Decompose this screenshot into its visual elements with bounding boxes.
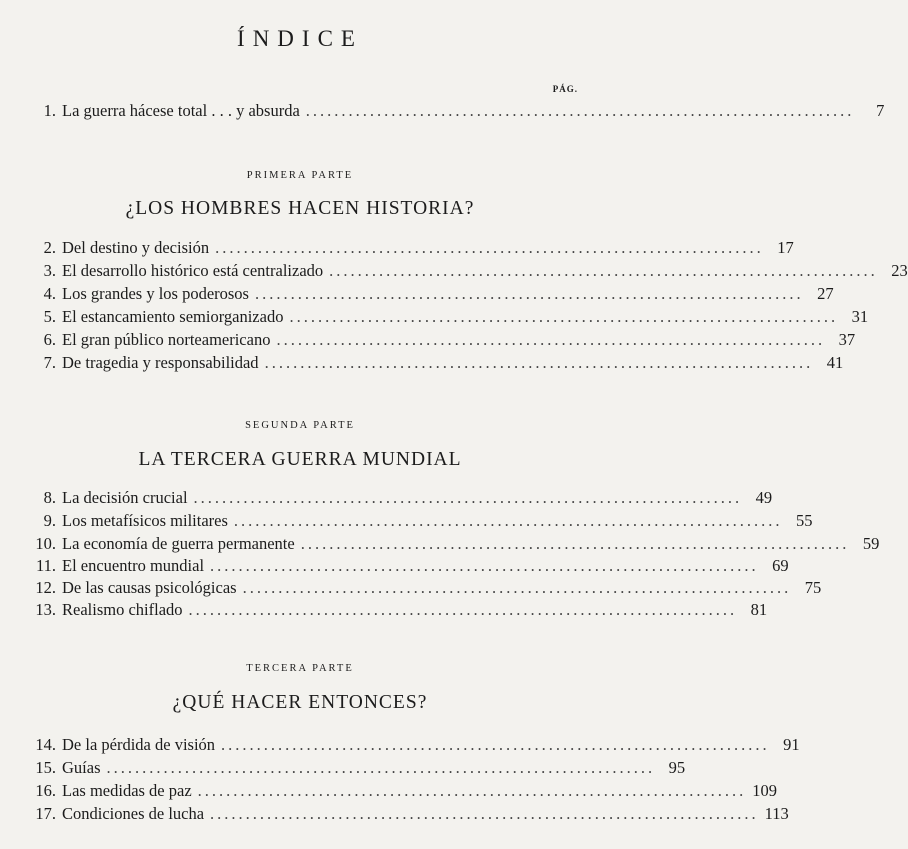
toc-entry[interactable] <box>26 556 789 578</box>
entry-page: 69 <box>772 556 789 575</box>
entry-title: De las causas psicológicas <box>62 578 237 597</box>
dot-leader: ............................................................................. <box>188 600 738 619</box>
entry-title: Del destino y decisión <box>62 238 210 257</box>
entry-page: 7 <box>876 101 885 120</box>
entry-page: 31 <box>851 307 869 326</box>
entry-number: 8. <box>43 488 56 507</box>
toc-entry[interactable] <box>26 781 778 803</box>
toc-entry[interactable] <box>26 758 686 780</box>
toc-entry[interactable] <box>26 511 813 533</box>
entry-page: 91 <box>783 735 800 754</box>
dot-leader: ............................................................................. <box>300 534 850 553</box>
part-title: LA TERCERA GUERRA MUNDIAL <box>138 449 462 470</box>
entry-title: El encuentro mundial <box>62 556 205 575</box>
toc-entry[interactable] <box>26 261 908 283</box>
page-title: ÍNDICE <box>237 26 363 51</box>
entry-number: 16. <box>35 781 56 800</box>
dot-leader: ............................................................................. <box>210 804 759 823</box>
entry-title: Los grandes y los poderosos <box>62 284 249 303</box>
dot-leader: ............................................................................. <box>215 238 764 257</box>
entry-page: 113 <box>764 804 789 823</box>
entry-page: 109 <box>752 781 778 800</box>
entry-title: El desarrollo histórico está centralizado <box>62 261 324 280</box>
entry-page: 59 <box>862 534 880 553</box>
entry-page: 81 <box>750 600 768 619</box>
entry-number: 9. <box>43 511 56 530</box>
toc-entry[interactable] <box>26 238 794 260</box>
entry-number: 1. <box>43 101 56 120</box>
entry-page: 41 <box>826 353 844 372</box>
toc-entry[interactable] <box>26 804 789 826</box>
part-title: ¿QUÉ HACER ENTONCES? <box>172 692 428 713</box>
page-column-header: PÁG. <box>552 84 578 94</box>
part-label: SEGUNDA PARTE <box>245 420 355 431</box>
dot-leader: ............................................................................. <box>197 781 747 800</box>
entry-title: Guías <box>62 758 101 777</box>
toc-entry[interactable] <box>26 534 880 556</box>
entry-title: Condiciones de lucha <box>62 804 205 823</box>
entry-page: 95 <box>668 758 686 777</box>
entry-number: 2. <box>43 238 56 257</box>
entry-page: 55 <box>796 511 813 530</box>
entry-title: El estancamiento semiorganizado <box>62 307 284 326</box>
entry-title: La guerra hácese total . . . y absurda <box>62 101 300 120</box>
toc-entry[interactable] <box>26 330 856 352</box>
entry-title: De tragedia y responsabilidad <box>62 353 259 372</box>
toc-entry[interactable] <box>26 284 834 306</box>
entry-title: Las medidas de paz <box>62 781 192 800</box>
entry-number: 6. <box>43 330 56 349</box>
toc-entry[interactable] <box>26 488 773 510</box>
toc-entry[interactable] <box>26 735 800 757</box>
toc-entry[interactable] <box>26 307 869 329</box>
entry-number: 17. <box>35 804 56 823</box>
entry-title: Realismo chiflado <box>62 600 183 619</box>
entry-page: 49 <box>755 488 773 507</box>
entry-title: La decisión crucial <box>62 488 188 507</box>
entry-page: 17 <box>777 238 794 257</box>
entry-page: 23 <box>891 261 908 280</box>
entry-number: 7. <box>43 353 56 372</box>
dot-leader: ............................................................................. <box>329 261 878 280</box>
dot-leader: ............................................................................. <box>106 758 656 777</box>
toc-entry[interactable] <box>26 578 822 600</box>
dot-leader: ............................................................................. <box>289 307 839 326</box>
entry-number: 5. <box>43 307 56 326</box>
entry-number: 3. <box>43 261 56 280</box>
entry-number: 15. <box>35 758 56 777</box>
entry-title: La economía de guerra permanente <box>62 534 295 553</box>
entry-page: 37 <box>838 330 856 349</box>
entry-title: De la pérdida de visión <box>62 735 216 754</box>
part-title: ¿LOS HOMBRES HACEN HISTORIA? <box>125 198 475 219</box>
toc-entry[interactable] <box>26 353 844 375</box>
dot-leader: ............................................................................. <box>233 511 783 530</box>
entry-page: 27 <box>817 284 834 303</box>
entry-number: 11. <box>35 556 56 575</box>
part-label: PRIMERA PARTE <box>246 170 354 181</box>
entry-number: 12. <box>35 578 56 597</box>
dot-leader: ............................................................................. <box>305 101 855 120</box>
dot-leader: ............................................................................. <box>193 488 743 507</box>
entry-number: 14. <box>35 735 56 754</box>
entry-number: 13. <box>35 600 56 619</box>
toc-entry[interactable] <box>26 101 885 123</box>
dot-leader: ............................................................................. <box>264 353 814 372</box>
dot-leader: ............................................................................. <box>276 330 826 349</box>
entry-title: El gran público norteamericano <box>62 330 271 349</box>
entry-page: 75 <box>804 578 822 597</box>
dot-leader: ............................................................................. <box>221 735 770 754</box>
entry-number: 10. <box>35 534 56 553</box>
dot-leader: ............................................................................. <box>242 578 792 597</box>
dot-leader: ............................................................................. <box>254 284 804 303</box>
entry-title: Los metafísicos militares <box>62 511 228 530</box>
toc-entry[interactable] <box>26 600 768 622</box>
dot-leader: ............................................................................. <box>210 556 759 575</box>
part-label: TERCERA PARTE <box>246 663 354 674</box>
entry-number: 4. <box>43 284 56 303</box>
